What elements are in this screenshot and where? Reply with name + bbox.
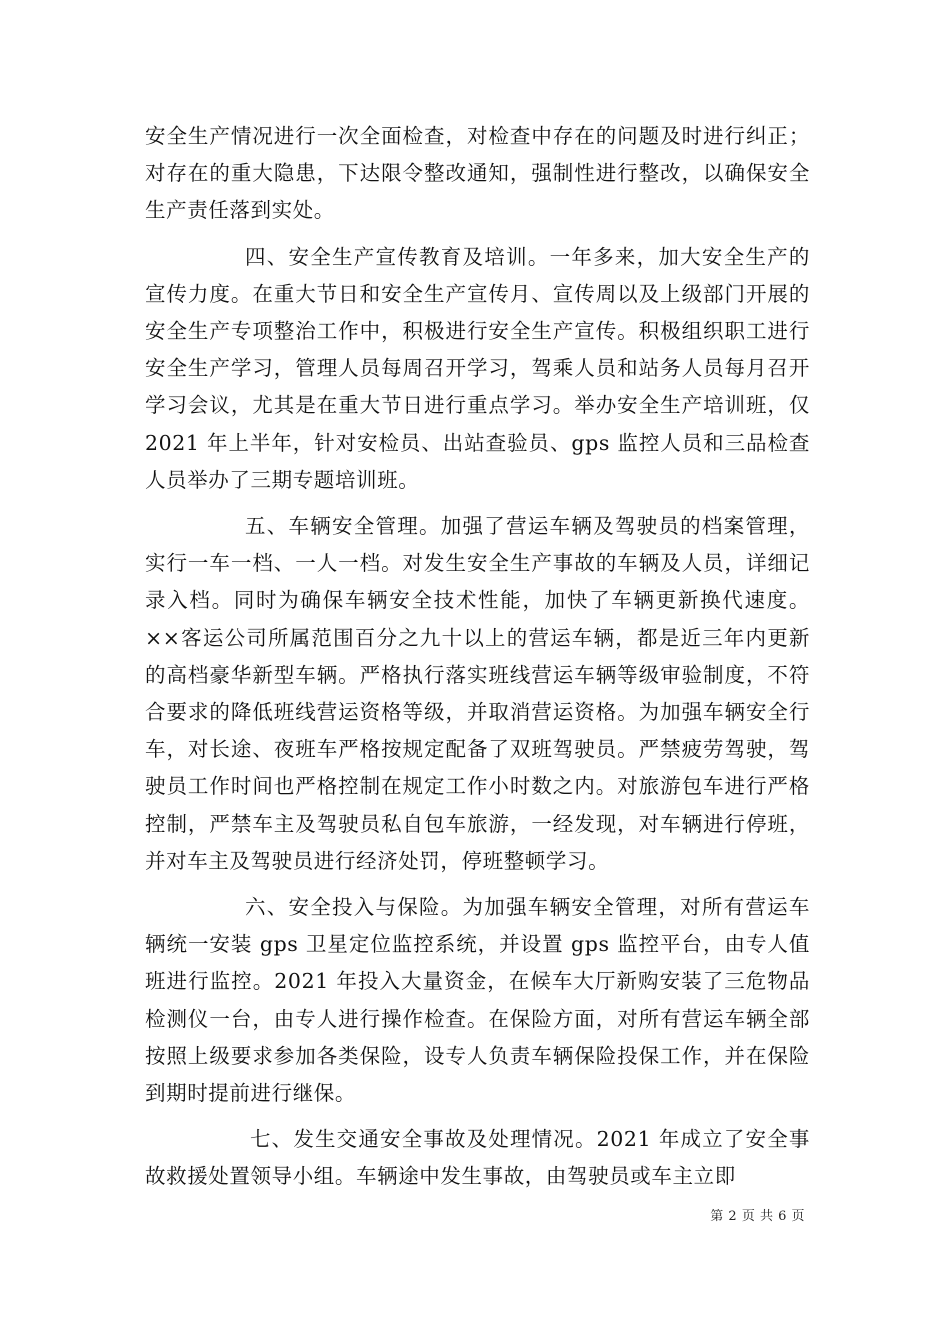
paragraph-section-seven: 七、发生交通安全事故及处理情况。2021 年成立了安全事故救援处置领导小组。车辆途中发生事故，由驾驶员或车主立即	[145, 1127, 810, 1189]
body-text	[145, 118, 818, 1196]
page-number: 第 2 页 共 6 页	[710, 1209, 805, 1224]
paragraph-section-four: 四、安全生产宣传教育及培训。一年多来，加大安全生产的宣传力度。在重大节日和安全生产宣传月、宣传周以及上级部门开展的安全生产专项整治工作中，积极进行安全生产宣传。积极组织职工进行安全生产学习，管理人员每周召开学习，驾乘人员和站务人员每月召开学习会议，尤其是在重大节日进行重点学习。举办安全生产培训班，仅 2021 年上半年，针对安检员、出站查验员、gps 监控人员和三品检查人员举办了三期专题培训班。	[145, 244, 818, 492]
paragraph-continuation: 安全生产情况进行一次全面检查，对检查中存在的问题及时进行纠正；对存在的重大隐患，下达限令整改通知，强制性进行整改，以确保安全生产责任落到实处。	[145, 124, 810, 223]
paragraph-section-six: 六、安全投入与保险。为加强车辆安全管理，对所有营运车辆统一安装 gps 卫星定位监控系统，并设置 gps 监控平台，由专人值班进行监控。2021 年投入大量资金，在候车大厅新购安装了三危物品检测仪一台，由专人进行操作检查。在保险方面，对所有营运车辆全部按照上级要求参加各类保险，设专人负责车辆保险投保工作，并在保险到期时提前进行继保。	[145, 895, 810, 1106]
paragraph-section-five: 五、车辆安全管理。加强了营运车辆及驾驶员的档案管理，实行一车一档、一人一档。对发生安全生产事故的车辆及人员，详细记录入档。同时为确保车辆安全技术性能，加快了车辆更新换代速度。××客运公司所属范围百分之九十以上的营运车辆，都是近三年内更新的高档豪华新型车辆。严格执行落实班线营运车辆等级审验制度，不符合要求的降低班线营运资格等级，并取消营运资格。为加强车辆安全行车，对长途、夜班车严格按规定配备了双班驾驶员。严禁疲劳驾驶，驾驶员工作时间也严格控制在规定工作小时数之内。对旅游包车进行严格控制，严禁车主及驾驶员私自包车旅游，一经发现，对车辆进行停班，并对车主及驾驶员进行经济处罚，停班整顿学习。	[145, 514, 810, 873]
